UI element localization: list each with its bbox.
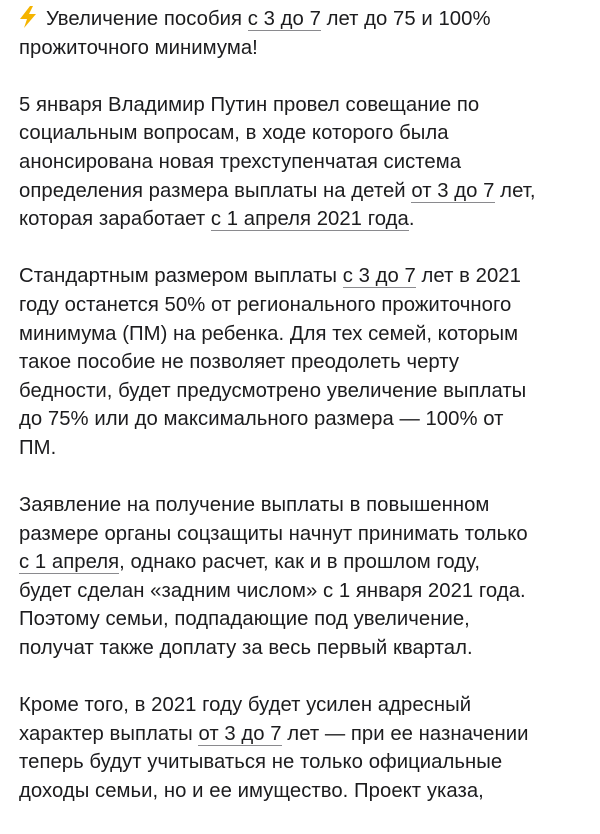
text-line: , однако расчет, как и в прошлом году, — [119, 551, 481, 574]
text-line: характер выплаты — [19, 722, 199, 745]
high-voltage-icon — [19, 6, 37, 28]
paragraph-headline — [19, 5, 593, 62]
hashtag-link[interactable]: с 1 апреля — [19, 551, 120, 574]
hashtag-link[interactable]: с 3 до 7 — [247, 8, 321, 30]
text-line: Кроме того, в 2021 году будет усилен адресный — [19, 694, 472, 717]
text-line: минимума (ПМ) на ребенка. Для тех семей, которым — [19, 322, 519, 345]
text-line: анонсирована новая трехступенчатая система — [19, 150, 462, 173]
text-line: доходы семьи, но и ее имущество. Проект указа, — [19, 780, 484, 803]
paragraph-meeting — [19, 91, 593, 234]
text-line: такое пособие не позволяет преодолеть черту — [19, 351, 460, 374]
hashtag-link[interactable]: от 3 до 7 — [198, 722, 282, 745]
headline-text: прожиточного минимума! — [19, 36, 258, 59]
text-line: году останется 50% от регионального прожиточного — [19, 293, 512, 316]
text-line: определения размера выплаты на детей — [19, 179, 412, 202]
text-line: получат также доплату за весь первый квартал. — [19, 637, 473, 660]
text-line: ПМ. — [19, 436, 57, 459]
paragraph-application — [19, 491, 593, 663]
hashtag-link[interactable]: с 3 до 7 — [342, 265, 416, 288]
text-line: размере органы соцзащиты начнут принимать только — [19, 522, 528, 545]
headline-text: Увеличение пособия — [46, 8, 248, 30]
text-line: Заявление на получение выплаты в повышенном — [19, 494, 490, 517]
text-line: Поэтому семьи, подпадающие под увеличение, — [19, 608, 470, 631]
hashtag-link[interactable]: от 3 до 7 — [411, 179, 495, 202]
text-line: лет в 2021 — [415, 265, 521, 288]
text-line: будет сделан «задним числом» с 1 января 2021 года. — [19, 579, 526, 602]
text-line: социальным вопросам, в ходе которого была — [19, 122, 449, 145]
message-body — [19, 5, 593, 834]
text-line: до 75% или до максимального размера — 100% от — [19, 408, 504, 431]
hashtag-link[interactable]: с 1 апреля 2021 года — [210, 208, 409, 231]
text-line: лет — при ее назначении — [281, 722, 529, 745]
text-line: теперь будут учитываться не только официальные — [19, 751, 503, 774]
text-line: которая заработает — [19, 208, 211, 231]
headline-text: лет до 75 и 100% — [320, 8, 491, 30]
text-line: лет, — [494, 179, 536, 202]
paragraph-standard-amount — [19, 262, 593, 462]
text-line: 5 января Владимир Путин провел совещание по — [19, 93, 480, 116]
text-line: бедности, будет предусмотрено увеличение выплаты — [19, 379, 527, 402]
text-line: Стандартным размером выплаты — [19, 265, 343, 288]
text-line: . — [408, 208, 415, 231]
paragraph-targeting — [19, 691, 593, 805]
